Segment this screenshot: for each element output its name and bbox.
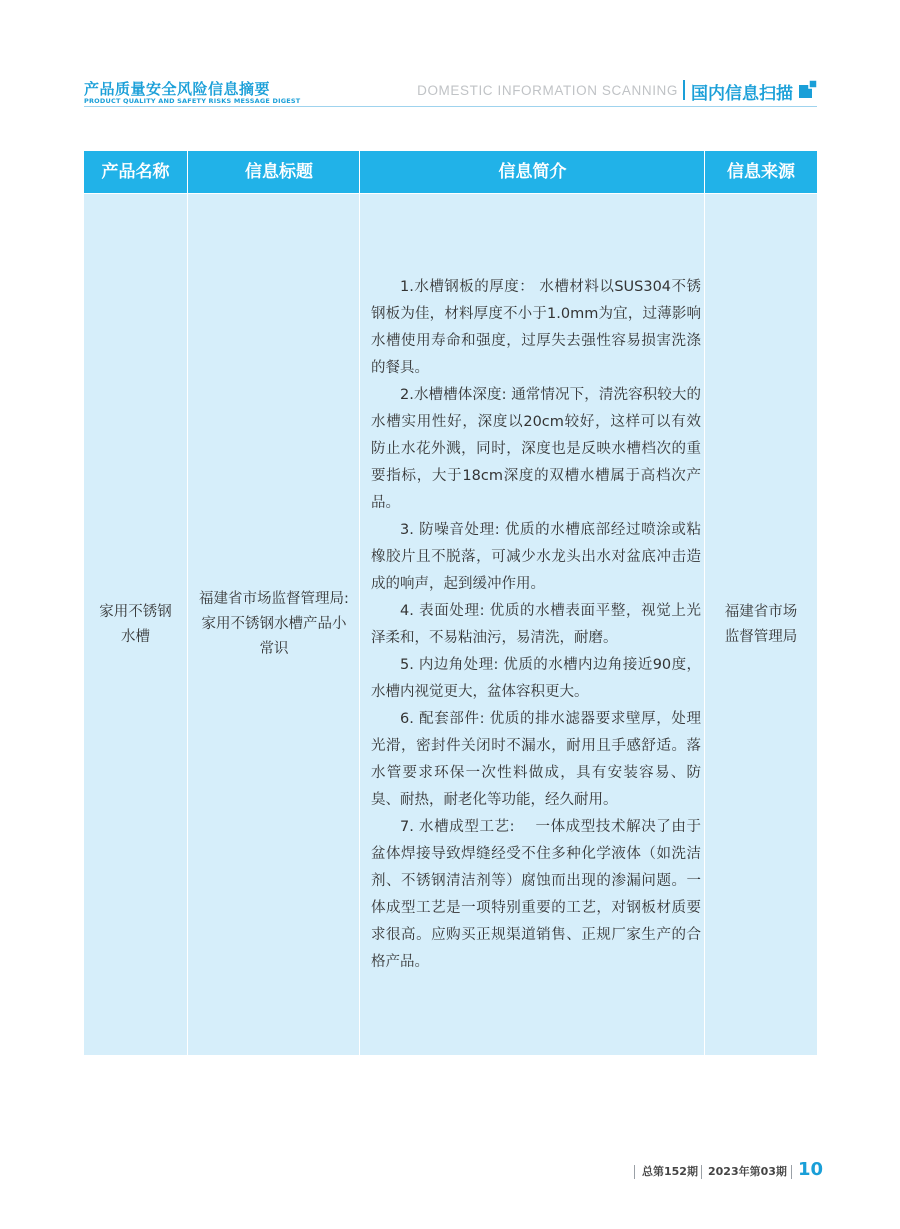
column-divider xyxy=(359,151,360,1055)
info-source-text: 福建省市场 监督管理局 xyxy=(724,603,798,645)
cell-product-name xyxy=(84,194,187,1055)
summary-paragraph: 2.水槽槽体深度: 通常情况下，清洗容积较大的水槽实用性好，深度以20cm较好，这样可以有效防止水花外溅，同时，深度也是反映水槽档次的重要指标，大于18cm深度的双槽水槽属于高档次产品。 xyxy=(371,386,701,511)
footer-divider xyxy=(791,1165,792,1179)
summary-paragraph: 7. 水槽成型工艺: 一体成型技术解决了由于盆体焊接导致焊缝经受不住多种化学液体（如洗洁剂、不锈钢清洁剂等）腐蚀而出现的渗漏问题。一体成型工艺是一项特别重要的工艺，对钢板材质要求很高。应购买正规渠道销售、正规厂家生产的合格产品。 xyxy=(371,818,701,970)
digest-title-en: PRODUCT QUALITY AND SAFETY RISKS MESSAGE DIGEST xyxy=(84,97,301,105)
summary-paragraph: 1.水槽钢板的厚度： 水槽材料以SUS304不锈钢板为佳，材料厚度不小于1.0mm为宜，过薄影响水槽使用寿命和强度，过厚失去强性容易损害洗涤的餐具。 xyxy=(371,278,701,376)
summary-paragraph: 6. 配套部件: 优质的排水滤器要求壁厚，处理光滑，密封件关闭时不漏水，耐用且手感舒适。落水管要求环保一次性料做成，具有安装容易、防臭、耐热，耐老化等功能，经久耐用。 xyxy=(371,710,701,808)
section-title-cn: 国内信息扫描 xyxy=(691,84,793,104)
cell-info-summary xyxy=(371,194,701,1055)
summary-paragraph: 4. 表面处理: 优质的水槽表面平整，视觉上光泽柔和，不易粘油污，易清洗，耐磨。 xyxy=(371,602,701,646)
header-rule xyxy=(84,106,817,107)
header-product-name: 产品名称 xyxy=(101,162,170,182)
footer-total-issue: 总第152期 xyxy=(642,1165,698,1178)
corner-squares-icon xyxy=(799,80,817,98)
header-info-source: 信息来源 xyxy=(727,162,795,182)
info-title-text: 福建省市场监督管理局: 家用不锈钢水槽产品小常识 xyxy=(199,591,349,657)
digest-title-cn: 产品质量安全风险信息摘要 xyxy=(84,80,271,98)
header-info-title: 信息标题 xyxy=(245,162,313,182)
summary-paragraph: 3. 防噪音处理: 优质的水槽底部经过喷涂或粘橡胶片且不脱落，可减少水龙头出水对盆底冲击造成的响声，起到缓冲作用。 xyxy=(371,521,701,592)
footer-divider xyxy=(701,1165,702,1179)
column-divider xyxy=(187,151,188,1055)
section-title-en: DOMESTIC INFORMATION SCANNING xyxy=(417,83,678,98)
footer-issue: 2023年第03期 xyxy=(708,1165,787,1178)
product-name-text: 家用不锈钢 水槽 xyxy=(99,603,172,645)
page-number: 10 xyxy=(798,1159,824,1180)
cell-info-source xyxy=(705,194,817,1055)
summary-paragraph: 5. 内边角处理: 优质的水槽内边角接近90度，水槽内视觉更大，盆体容积更大。 xyxy=(371,656,701,700)
header-separator xyxy=(683,80,685,100)
info-table xyxy=(84,151,817,1055)
header-info-summary: 信息简介 xyxy=(498,162,567,182)
cell-info-title xyxy=(198,194,350,1055)
footer-divider xyxy=(634,1165,635,1179)
